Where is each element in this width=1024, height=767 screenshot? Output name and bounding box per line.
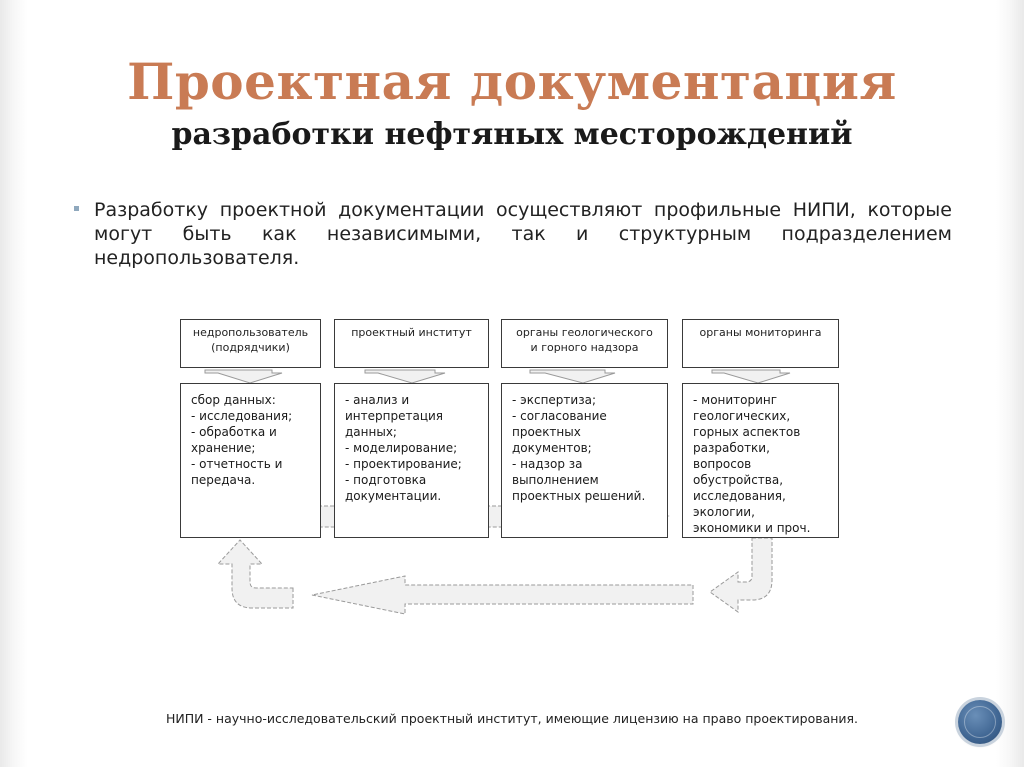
header-box-4	[682, 319, 839, 368]
body-line: экономики и проч.	[693, 521, 811, 535]
body-line: документации.	[345, 489, 442, 503]
body-box-3	[501, 383, 668, 538]
bullet-text: Разработку проектной документации осуществляют профильные НИПИ, которые могут быть как независимыми, так и структурным подразделением недропользователя.	[94, 199, 952, 269]
header-box-1	[180, 319, 321, 368]
body-line: разработки,	[693, 441, 770, 455]
body-line: - исследования;	[191, 409, 293, 423]
body-line: документов;	[512, 441, 592, 455]
down-arrow-3	[530, 370, 615, 383]
body-line: хранение;	[191, 441, 256, 455]
footnote: НИПИ - научно-исследовательский проектный институт, имеющие лицензию на право проектирования.	[165, 711, 859, 726]
down-arrow-1	[205, 370, 282, 383]
body-line: выполнением	[512, 473, 599, 487]
body-box-2	[334, 383, 489, 538]
body-line: - мониторинг	[693, 393, 778, 407]
body-line: данных;	[345, 425, 397, 439]
page-subtitle: разработки нефтяных месторождений	[171, 117, 853, 152]
header-box-3	[501, 319, 668, 368]
body-line: - согласование	[512, 409, 607, 423]
header-line: органы геологического	[516, 326, 653, 339]
body-line: сбор данных:	[191, 393, 276, 407]
body-line: горных аспектов	[693, 425, 801, 439]
nav-circle-icon[interactable]	[958, 700, 1002, 744]
header-line: органы мониторинга	[699, 326, 822, 339]
body-line: передача.	[191, 473, 256, 487]
down-arrow-2	[365, 370, 445, 383]
down-arrow-4	[712, 370, 790, 383]
header-line: и горного надзора	[530, 341, 639, 354]
body-line: - моделирование;	[345, 441, 458, 455]
right-uturn-arrow	[710, 538, 772, 612]
body-box-1	[180, 383, 321, 538]
left-arrow	[312, 576, 693, 614]
body-line: - анализ и	[345, 393, 410, 407]
body-line: обустройства,	[693, 473, 784, 487]
body-line: - надзор за	[512, 457, 583, 471]
body-line: интерпретация	[345, 409, 444, 423]
body-line: - проектирование;	[345, 457, 462, 471]
body-line: вопросов	[693, 457, 752, 471]
body-line: - подготовка	[345, 473, 427, 487]
body-line: геологических,	[693, 409, 791, 423]
body-line: - экспертиза;	[512, 393, 596, 407]
body-box-4	[682, 383, 839, 538]
body-line: проектных решений.	[512, 489, 646, 503]
header-line: (подрядчики)	[211, 341, 290, 354]
body-line: экологии,	[693, 505, 755, 519]
header-line: недропользователь	[192, 326, 309, 339]
body-line: - отчетность и	[191, 457, 283, 471]
header-box-2	[334, 319, 489, 368]
nav-circle-ring	[964, 706, 996, 738]
body-line: - обработка и	[191, 425, 277, 439]
header-line: проектный институт	[351, 326, 472, 339]
body-line: исследования,	[693, 489, 786, 503]
left-uturn-arrow	[218, 540, 293, 608]
body-line: проектных	[512, 425, 581, 439]
page-title: Проектная документация	[127, 52, 897, 111]
